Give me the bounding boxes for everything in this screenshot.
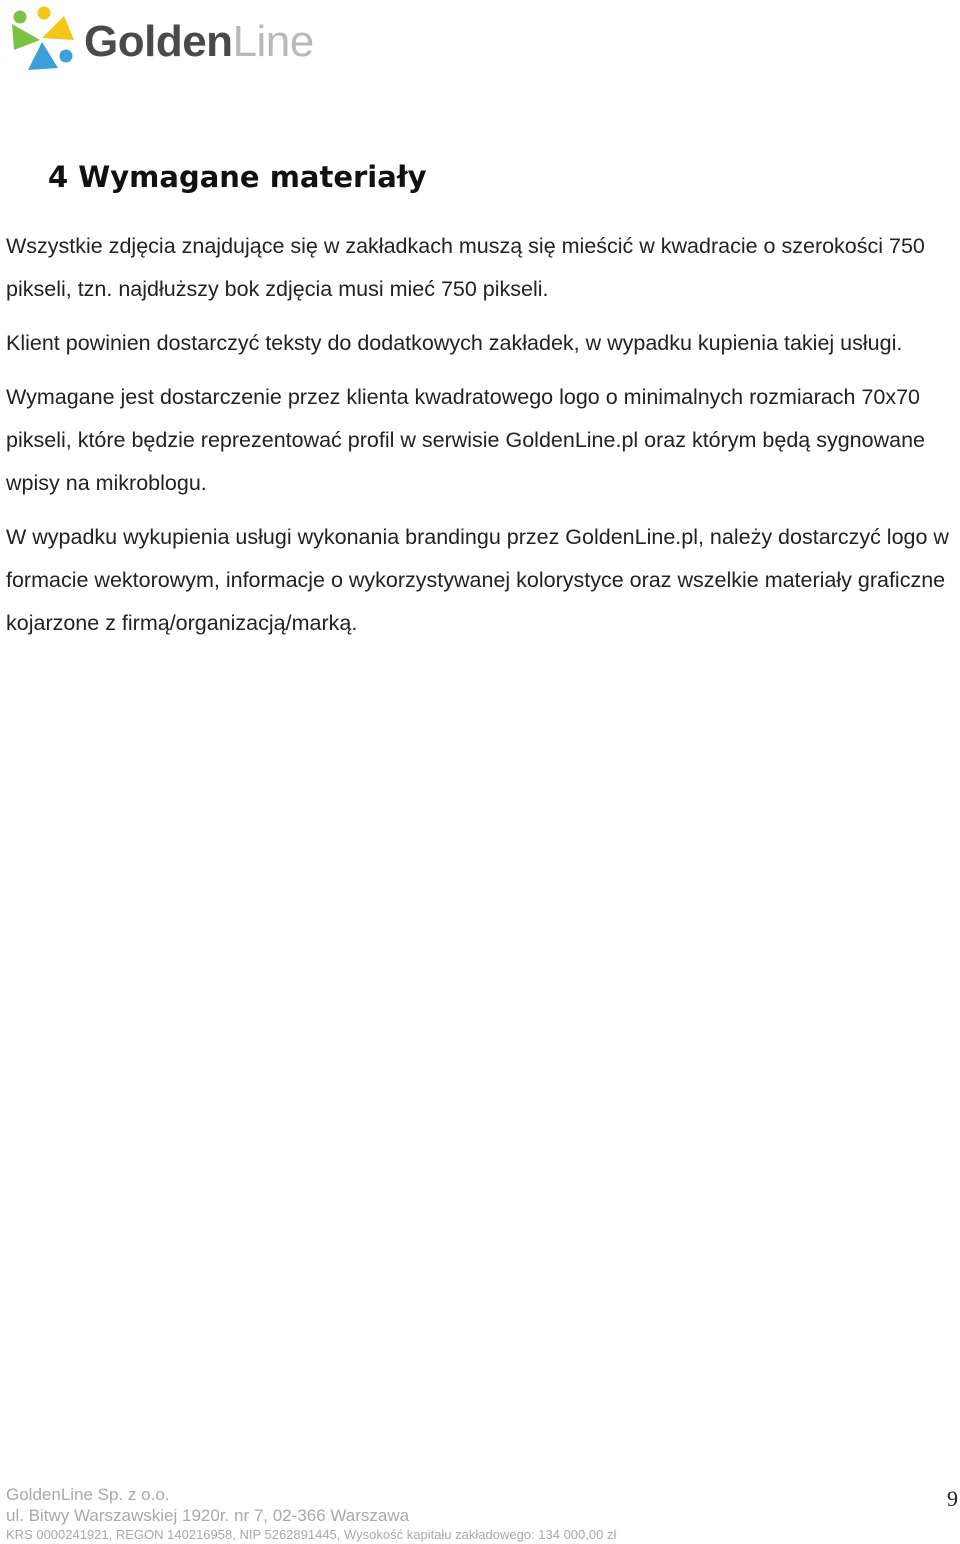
page-footer <box>6 1484 954 1544</box>
logo-text-line: Line <box>232 17 314 66</box>
goldenline-wordmark <box>84 12 314 72</box>
footer-company: GoldenLine Sp. z o.o. <box>6 1485 170 1504</box>
page-header <box>6 4 386 74</box>
page-number: 9 <box>947 1486 958 1511</box>
paragraph-tab-texts: Klient powinien dostarczyć teksty do dodatkowych zakładek, w wypadku kupienia takiej usługi. <box>6 331 903 355</box>
footer-registration: KRS 0000241921, REGON 140216958, NIP 5262891445, Wysokość kapitału zakładowego: 134 000,00 zł <box>6 1527 617 1542</box>
section-body <box>6 225 951 656</box>
paragraph-photo-size: Wszystkie zdjęcia znajdujące się w zakładkach muszą się mieścić w kwadracie o szerokości 750 pikseli, tzn. najdłuższy bok zdjęcia musi mieć 750 pikseli. <box>6 234 925 301</box>
section-heading: 4 Wymagane materiały <box>48 160 427 194</box>
goldenline-logo-icon <box>6 4 78 74</box>
paragraph-branding: W wypadku wykupienia usługi wykonania brandingu przez GoldenLine.pl, należy dostarczyć logo w formacie wektorowym, informacje o wykorzystywanej kolorystyce oraz wszelkie materiały graficzne kojarzone z firmą/organizacją/marką. <box>6 525 949 635</box>
logo-text-golden: Golden <box>84 17 233 66</box>
paragraph-logo-requirement: Wymagane jest dostarczenie przez klienta kwadratowego logo o minimalnych rozmiarach 70x70 pikseli, które będzie reprezentować profil w serwisie GoldenLine.pl oraz którym będą sygnowane wpisy na mikroblogu. <box>6 385 925 495</box>
footer-address: ul. Bitwy Warszawskiej 1920r. nr 7, 02-366 Warszawa <box>6 1506 410 1525</box>
